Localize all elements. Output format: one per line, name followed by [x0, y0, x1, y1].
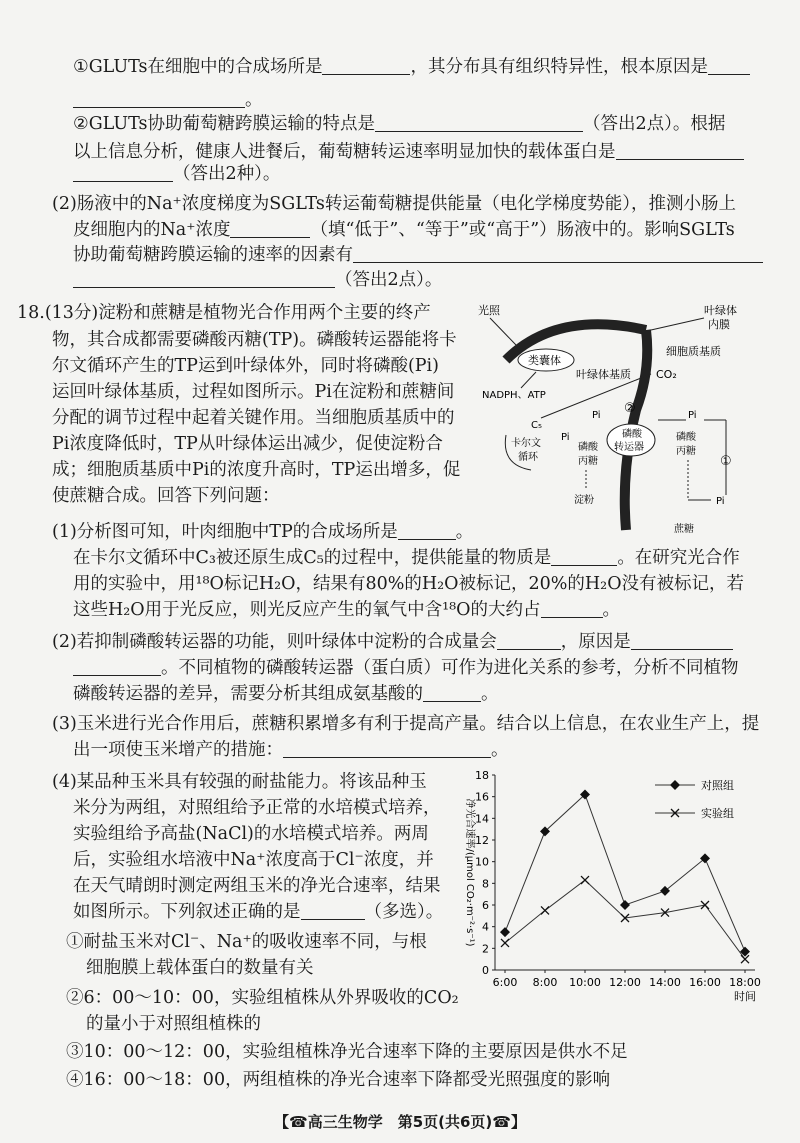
q17-line-9: （答出2点）。 [73, 268, 800, 293]
net-photosynthesis-chart [455, 765, 785, 1010]
blank[interactable] [398, 521, 456, 540]
q17-line-2: 。 [73, 88, 800, 113]
blank[interactable] [541, 599, 603, 618]
pi-label: Pi [688, 410, 697, 421]
sucrose-label: 蔗糖 [674, 524, 694, 535]
blank[interactable] [73, 89, 245, 108]
q17-line-5: （答出2种）。 [73, 162, 800, 187]
q18-p4-line5: 在天气晴朗时测定两组玉米的净光合速率，结果 [73, 876, 441, 896]
light-arrow [490, 318, 516, 345]
q18-intro-7: 成；细胞质基质中Pi的浓度升高时，TP运出增多，促 [52, 460, 461, 480]
q18-p2-line3: 磷酸转运器的差异，需要分析其组成氨基酸的 。 [73, 684, 499, 704]
data-point [581, 876, 589, 884]
x-tick-label: 8:00 [532, 976, 558, 989]
option-2-cont: 的量小于对照组植株的 [86, 1014, 261, 1034]
q18-intro-5: 分配的调节过程中起着关键作用。当细胞质基质中的 [52, 408, 455, 428]
q18-intro-6: Pi浓度降低时，TP从叶绿体运出减少，促使淀粉合 [52, 434, 443, 454]
q18-intro-4: 运回叶绿体基质，过程如图所示。Pi在淀粉和蔗糖间 [52, 382, 455, 402]
starch-label: 淀粉 [574, 495, 594, 506]
data-point [541, 906, 549, 914]
x-tick-label: 16:00 [689, 976, 721, 989]
transporter-label: 磷酸 [622, 429, 642, 440]
q18-p1-line3: 用的实验中，用¹⁸O标记H₂O，结果有80%的H₂O被标记，20%的H₂O没有被标记，若 [73, 574, 745, 594]
q18-intro-8: 使蔗糖合成。回答下列问题： [52, 486, 280, 506]
q18-p2-line2: 。不同植物的磷酸转运器（蛋白质）可作为进化关系的参考，分析不同植物 [73, 656, 800, 681]
pi-label: Pi [592, 410, 601, 421]
c5-label: C₅ [531, 420, 542, 431]
q18-p2-line1: (2)若抑制磷酸转运器的功能，则叶绿体中淀粉的合成量会 ，原因是 [52, 630, 800, 655]
q18-p3-line1: (3)玉米进行光合作用后，蔗糖积累增多有利于提高产量。结合以上信息，在农业生产上，提 [52, 714, 760, 734]
co2-label: CO₂ [656, 368, 677, 381]
data-point [700, 853, 710, 863]
data-point [500, 927, 510, 937]
blank[interactable] [283, 739, 491, 758]
blank[interactable] [497, 631, 561, 650]
calvin-label: 循环 [518, 452, 538, 463]
blank[interactable] [375, 113, 583, 132]
series-line-x [505, 880, 745, 959]
q17-line-6: (2)肠液中的Na⁺浓度梯度为SGLTs转运葡萄糖提供能量（电化学梯度势能），推测小肠上 [52, 194, 737, 214]
phosphate-transporter-diagram [476, 300, 746, 550]
stroma-label: 叶绿体基质 [576, 368, 631, 381]
q18-p1-line4: 这些H₂O用于光反应，则光反应产生的氧气中含¹⁸O的大约占 。 [73, 600, 620, 620]
option-3: ③10：00～12：00，实验组植株净光合速率下降的主要原因是供水不足 [66, 1042, 628, 1062]
y-tick-label: 18 [475, 769, 489, 782]
x-tick-label: 6:00 [492, 976, 518, 989]
y-tick-label: 16 [475, 790, 489, 804]
y-tick-label: 4 [482, 920, 489, 934]
q18-intro-3: 尔文循环产生的TP运到叶绿体外，同时将磷酸(Pi) [52, 356, 439, 376]
q18-p4-line6: 如图所示。下列叙述正确的是 （多选）。 [73, 902, 444, 922]
data-point [670, 780, 680, 790]
y-tick-label: 0 [482, 964, 489, 977]
y-tick-label: 14 [475, 812, 489, 826]
q17-line-3: ②GLUTs协助葡萄糖跨膜运输的特点是 （答出2点）。根据 [73, 114, 726, 134]
blank[interactable] [616, 141, 744, 160]
blank[interactable] [423, 683, 481, 702]
q18-p3-line2: 出一项使玉米增产的措施： 。 [73, 740, 509, 760]
data-point [660, 886, 670, 896]
x-tick-label: 18:00 [729, 976, 761, 989]
option-4: ④16：00～18：00，两组植株的净光合速率下降都受光照强度的影响 [66, 1070, 611, 1090]
y-tick-label: 2 [482, 942, 489, 956]
y-tick-label: 12 [475, 834, 489, 847]
data-point [701, 901, 709, 909]
nadph-label: NADPH、ATP [482, 390, 546, 401]
blank[interactable] [322, 56, 410, 75]
legend-label: 对照组 [701, 779, 734, 792]
light-label: 光照 [478, 304, 500, 317]
q18-p4-line2: 米分为两组，对照组给予正常的水培模式培养， [73, 798, 441, 818]
calvin-label: 卡尔文 [511, 438, 541, 449]
blank[interactable] [230, 219, 310, 238]
q18-p4-line4: 后，实验组水培液中Na⁺浓度高于Cl⁻浓度，并 [73, 850, 434, 870]
option-1: ①耐盐玉米对Cl⁻、Na⁺的吸收速率不同，与根 [66, 932, 427, 952]
page-footer: 【☎高三生物学 第5页(共6页)☎】 [274, 1113, 526, 1131]
q18-intro-1: 18.(13分)淀粉和蔗糖是植物光合作用两个主要的终产 [17, 303, 431, 323]
q17-line-7: 皮细胞内的Na⁺浓度 （填“低于”、“等于”或“高于”）肠液中的。影响SGLTs [73, 220, 735, 240]
circle-1: ① [720, 454, 732, 469]
tp-label: 丙糖 [578, 456, 598, 467]
blank[interactable] [73, 163, 173, 182]
data-point [501, 939, 509, 947]
blank[interactable] [73, 269, 335, 288]
pointer-line [651, 318, 704, 330]
x-axis-label: 时间 [734, 990, 756, 1003]
tp-out-label: 丙糖 [676, 446, 696, 457]
y-axis-label: 净光合速率/(μmol CO₂·m⁻²·s⁻¹) [464, 798, 475, 947]
y-tick-label: 8 [482, 877, 489, 891]
blank[interactable] [551, 547, 617, 566]
inner-membrane-label: 内膜 [708, 318, 730, 331]
q17-line-4: 以上信息分析，健康人进餐后，葡萄糖转运速率明显加快的载体蛋白是 [73, 140, 800, 165]
x-tick-label: 12:00 [609, 976, 641, 989]
inner-membrane-label: 叶绿体 [704, 304, 737, 317]
cytosol-label: 细胞质基质 [666, 345, 721, 358]
thylakoid-label: 类囊体 [528, 354, 561, 367]
x-tick-label: 14:00 [649, 976, 681, 989]
pi-label: Pi [561, 432, 570, 443]
blank[interactable] [708, 56, 750, 75]
blank[interactable] [631, 631, 733, 650]
q18-p4-line1: (4)某品种玉米具有较强的耐盐能力。将该品种玉 [52, 772, 427, 792]
y-tick-label: 6 [482, 899, 489, 912]
option-1-cont: 细胞膜上载体蛋白的数量有关 [86, 958, 314, 978]
blank[interactable] [353, 244, 763, 263]
q18-p4-line3: 实验组给予高盐(NaCl)的水培模式培养。两周 [73, 824, 429, 844]
legend-label: 实验组 [701, 807, 734, 820]
arrow [521, 372, 536, 388]
tp-label: 磷酸 [578, 442, 598, 453]
tp-out-label: 磷酸 [676, 432, 696, 443]
q17-line-8: 协助葡萄糖跨膜运输的速率的因素有 [73, 243, 800, 268]
transporter-label: 转运器 [614, 442, 644, 453]
q18-p1-line2: 在卡尔文循环中C₃被还原生成C₅的过程中，提供能量的物质是 。在研究光合作 [73, 548, 740, 568]
y-tick-label: 10 [475, 855, 489, 869]
option-2: ②6：00～10：00，实验组植株从外界吸收的CO₂ [66, 988, 459, 1008]
q18-p1-line1: (1)分析图可知，叶肉细胞中TP的合成场所是 。 [52, 522, 474, 542]
data-point [620, 900, 630, 910]
x-tick-label: 10:00 [569, 976, 601, 989]
circle-2: ② [624, 401, 636, 416]
blank[interactable] [73, 657, 161, 676]
pi-label: Pi [716, 496, 725, 507]
q17-line-1: ①GLUTs在细胞中的合成场所是 ，其分布具有组织特异性，根本原因是 [73, 55, 800, 80]
q18-intro-2: 物，其合成都需要磷酸丙糖(TP)。磷酸转运器能将卡 [52, 330, 457, 350]
blank[interactable] [301, 901, 365, 920]
